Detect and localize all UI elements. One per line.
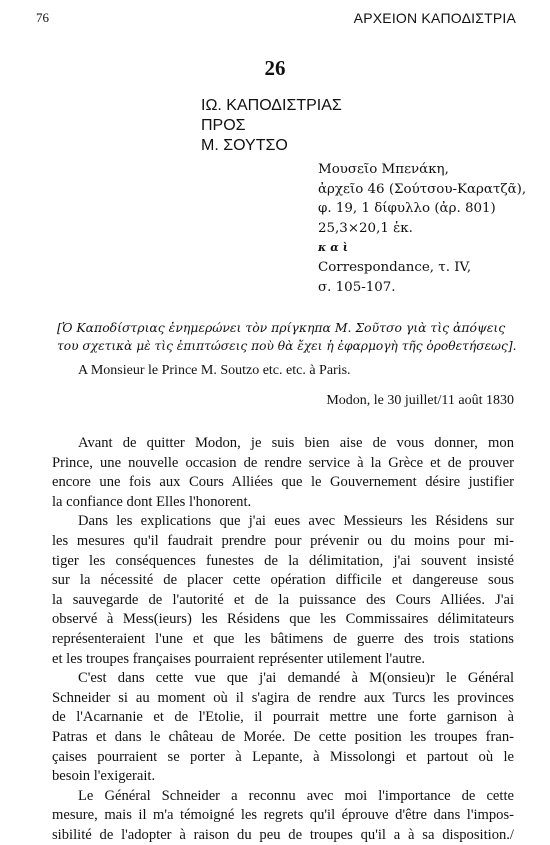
heading-sender: ΙΩ. ΚΑΠΟΔΙΣΤΡΙΑΣ xyxy=(201,97,342,114)
letter-dateline: Modon, le 30 juillet/11 août 1830 xyxy=(326,393,514,408)
text-line: représenteraient l'une et que les bâtimens de guerre des trois stations xyxy=(52,630,514,647)
text-line: observé à Mess(ieurs) les Résidens que les Commissaires délimitateurs xyxy=(52,611,514,628)
paragraph xyxy=(52,512,514,669)
heading-recipient: Μ. ΣΟΥΤΣΟ xyxy=(201,137,288,154)
text-line: et les troupes françaises pourraient représenter utilement l'autre. xyxy=(52,650,425,667)
text-line: sibilité de l'adopter à raison du peu de troupes qu'il a à sa disposition./ xyxy=(52,826,514,843)
source-line: Μουσεῖο Μπενάκη, xyxy=(318,162,449,177)
letter-address: A Monsieur le Prince M. Soutzo etc. etc. à Paris. xyxy=(78,363,351,378)
text-line: les mesures qu'il faudrait prendre pour prévenir ou du moins pour mi- xyxy=(52,532,514,549)
letter-body xyxy=(52,434,514,845)
editorial-summary xyxy=(57,319,517,355)
running-title: ΑΡΧΕΙΟΝ ΚΑΠΟΔΙΣΤΡΙΑ xyxy=(353,10,516,26)
text-line: de l'Acarnanie et de l'Etolie, il pourrait mettre une forte garnison à xyxy=(52,709,514,726)
summary-line: του σχετικὰ μὲ τὶς ἐπιπτώσεις ποὺ θὰ ἔχει ἡ ἐφαρμογὴ τῆς ὁροθετήσεως]. xyxy=(57,339,517,353)
summary-line: [Ὁ Καποδίστριας ἐνημερώνει τὸν πρίγκηπα Μ. Σοῦτσο γιὰ τὶς ἀπόψεις xyxy=(57,320,506,335)
text-line: besoin l'exigerait. xyxy=(52,768,156,785)
source-line: 25,3×20,1 ἑκ. xyxy=(318,220,413,236)
letter-heading xyxy=(201,96,342,156)
document-number: 26 xyxy=(264,56,286,80)
text-line: Prince, une nouvelle occasion de rendre service à la Grèce et de prouver xyxy=(52,454,514,471)
source-line: καὶ xyxy=(318,241,353,255)
text-line: Le Général Schneider a reconnu avec moi l'importance de cette xyxy=(78,787,514,804)
source-line: σ. 105-107. xyxy=(318,279,396,295)
text-line: C'est dans cette vue que j'ai demandé à M(onsieu)r le Général xyxy=(78,670,514,687)
text-line: tiger les conséquences funestes de la délimitation, j'ai souvent insisté xyxy=(52,552,514,569)
source-line: φ. 19, 1 δίφυλλο (ἀρ. 801) xyxy=(318,201,496,217)
source-line: Correspondance, τ. IV, xyxy=(318,259,472,275)
paragraph xyxy=(52,787,514,845)
text-line: sur la nécessité de placer cette opération difficile et dangereuse sous xyxy=(52,572,514,589)
text-line: la sauvegarde de l'autorité et de la puissance des Cours Alliées. J'ai xyxy=(52,591,514,608)
text-line: Schneider si au moment où il s'agira de rendre aux Turcs les provinces xyxy=(52,689,514,706)
text-line: Dans les explications que j'ai eues avec Messieurs les Résidens sur xyxy=(78,513,514,530)
paragraph xyxy=(52,669,514,787)
paragraph xyxy=(52,434,514,512)
archival-source xyxy=(318,160,526,297)
text-line: Avant de quitter Modon, je suis bien aise de vous donner, mon xyxy=(78,435,514,451)
text-line: la confiance dont Elles l'honorent. xyxy=(52,493,252,510)
text-line: encore une fois aux Cours Alliées que le Gouvernement désire justifier xyxy=(52,474,514,491)
text-line: çaises pourraient se porter à Lepante, à Missolongi et partout où le xyxy=(52,748,514,765)
text-line: Patras et dans le château de Morée. De cette position les troupes fran- xyxy=(52,728,514,745)
text-line: mesure, mais il m'a témoigné les regrets qu'il éprouve d'être dans l'impos- xyxy=(52,807,514,824)
heading-preposition: ΠΡΟΣ xyxy=(201,117,246,134)
page-header xyxy=(36,10,516,30)
source-line: ἀρχεῖο 46 (Σούτσου-Καρατζᾶ), xyxy=(318,181,527,197)
page-number: 76 xyxy=(36,10,49,25)
